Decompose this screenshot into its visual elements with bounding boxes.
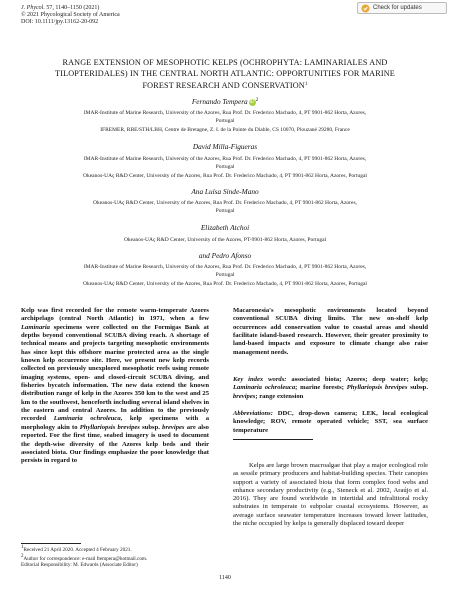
- orcid-icon[interactable]: iD: [249, 99, 255, 105]
- author-2-name: David Milla-Figueras: [192, 142, 258, 151]
- author-1-sup: 2: [255, 98, 259, 103]
- article-title: [18, 57, 432, 91]
- title-line-2: TILOPTERIDALES) IN THE CENTRAL NORTH ATLANTIC: OPPORTUNITIES FOR MARINE: [55, 69, 395, 78]
- check-updates-icon: [361, 4, 370, 13]
- check-for-updates-label: Check for updates: [373, 5, 422, 11]
- author-4-name: Elizabeth Atchoi: [200, 223, 250, 232]
- author-1-affiliation: [45, 110, 405, 135]
- affiliation-line: Portugal: [215, 271, 235, 278]
- footnotes: [21, 545, 241, 569]
- abstract-right-column: Macaronesia's mesophotic environments located beyond conventional SCUBA diving limits. The new on-shelf kelp occurrences add conservation value to coastal areas and should facilitate island-based research. However, their greater proximity to land-based impacts and exposure to climate change also raise management needs.: [233, 307, 428, 356]
- author-4-affiliation: [45, 237, 405, 245]
- abstract-text: Laminaria ochroleuca: [53, 415, 121, 423]
- abstract-left-column: [21, 307, 209, 466]
- affiliation-line: IFREMER, RBE/STH/LBH, Centre de Bretagne, Z. I. de la Pointe du Diable, CS 10070, Plouzané 29280, France: [100, 127, 350, 134]
- footnote-divider: [21, 543, 81, 544]
- received-note: Received 21 April 2020. Accepted 4 February 2021.: [23, 547, 132, 553]
- keyword-text: ; marine forests;: [295, 384, 347, 392]
- footnote-mark: 2: [21, 553, 24, 559]
- section-divider: [233, 439, 313, 440]
- abstract-text: Laminaria: [21, 323, 50, 331]
- abbreviations: [233, 410, 428, 435]
- keyword-text: brevipes: [233, 392, 256, 400]
- author-3-affiliation: [45, 200, 405, 215]
- abstract-text: specimens were collected on the Formigas Bank at depths beyond conventional SCUBA diving reach. A shortage of technical means and projects targeting mesophotic environments has since kept this offshore marine protected area as the single known kelp occurrence site. Here, we present new kelp records collected on previously unexplored mesophotic reefs using remote imaging systems, open- and closed-circuit SCUBA diving, and fisheries bycatch information. The new data extend the known distribution range of kelp in the Azores 350 km to the west and 25 km to the southwest, henceforth including several island shelves in the eastern and central Azores. In addition to the previously recorded: [21, 323, 209, 423]
- affiliation-line: IMAR-Institute of Marine Research, University of the Azores, Rua Prof. Dr. Frederico Machado, 4, PT 9901-862 Horta, Azores,: [83, 264, 367, 270]
- author-5-name: and Pedro Afonso: [198, 251, 252, 260]
- affiliation-line: Portugal: [215, 163, 235, 170]
- affiliation-line: Okeanos-UAç R&D Center, University of the Azores, Rua Prof. Dr. Frederico Machado, 4, PT 9901-862 Horta, Azores,: [93, 200, 357, 206]
- abbreviations-label: Abbreviations:: [233, 410, 273, 417]
- abstract-text: Phyllariopsis brevipes: [79, 423, 140, 431]
- abstract-text: are also reported. For the first time, seabed imagery is used to document the depth-wise diversity of the Azores kelp beds and their associated biota. Our findings emphasize the poor knowledge that persists in regard to: [21, 423, 209, 465]
- author-1-name: Fernando Tempera: [191, 97, 248, 106]
- author-3-name: Ana Luísa Sinde-Mano: [191, 187, 259, 196]
- keywords: [233, 376, 428, 401]
- keyword-text: Laminaria ochroleuca: [233, 384, 296, 392]
- keyword-text: subsp.: [407, 384, 429, 392]
- doi: DOI: 10.1111/jpy.13162-20-092: [21, 19, 99, 26]
- affiliation-line: Okeanos-UAç R&D Center, University of the Azores, PT-9901-862 Horta, Azores, Portugal: [123, 237, 327, 243]
- editorial-note: Editorial Responsibility: M. Edwards (Associate Editor): [21, 562, 138, 569]
- keyword-text: Phyllariopsis brevipes: [346, 384, 408, 392]
- author-name: [0, 97, 450, 106]
- journal-citation: 57, 1140–1150 (2021): [46, 5, 100, 11]
- footnote-mark: 1: [21, 545, 24, 550]
- affiliation-line: IMAR-Institute of Marine Research, University of the Azores, Rua Prof. Dr. Frederico Machado, 4, PT 9901-862 Horta, Azores,: [83, 156, 367, 162]
- journal-name: J. Phycol.: [21, 5, 45, 11]
- abstract-text: Kelp was first recorded for the remote warm-temperate Azores archipelago (central North Atlantic) in 1971, when a few: [21, 307, 209, 323]
- author-2-affiliation: [45, 156, 405, 181]
- affiliation-line: Portugal: [215, 117, 235, 124]
- abstract-text: subsp.: [139, 423, 163, 431]
- intro-paragraph: Kelps are large brown macroalgae that play a major ecological role as sessile primary producers and habitat-building species. Their canopies support a variety of associated biota that form complex food webs and enhance secondary productivity (e.g., Steneck et al. 2002, Araújo et al. 2016). They are found worldwide in intertidal and infralittoral rocky substrates in temperate to subpolar coastal ecosystems. However, as average surface seawater temperature increases toward lower latitudes, the niche occupied by kelps is generally displaced toward deeper: [233, 462, 428, 528]
- keyword-text: associated biota; Azores; deep water; kelp;: [286, 376, 429, 383]
- check-for-updates-button[interactable]: [357, 2, 447, 14]
- journal-header: [21, 5, 120, 27]
- affiliation-line: Okeanos-UAç R&D Center, University of the Azores, Rua Prof. Dr. Frederico Machado, 4, PT 9901-862 Horta, Azores, Portugal: [83, 281, 367, 288]
- page-number: 1140: [219, 575, 231, 581]
- affiliation-line: Portugal: [215, 207, 235, 214]
- title-line-3: FOREST RESEARCH AND CONSERVATION: [142, 81, 305, 90]
- keyword-text: ; range extension: [255, 392, 304, 400]
- title-footnote-mark: 1: [304, 82, 308, 87]
- abstract-text: , kelp specimens with a morphology akin to: [21, 415, 209, 431]
- abbreviations-text: DDC, drop-down camera; LEK, local ecological knowledge; ROV, remote operated vehicle; SST, sea surface temperature: [233, 410, 428, 434]
- author-5-affiliation: [45, 264, 405, 289]
- copyright: © 2021 Phycological Society of America: [21, 12, 120, 19]
- keywords-label: Key index words:: [233, 376, 287, 383]
- correspondence-note: Author for correspondence: e-mail ftempera@hotmail.com.: [23, 555, 148, 562]
- title-line-1: RANGE EXTENSION OF MESOPHOTIC KELPS (OCHROPHYTA: LAMINARIALES AND: [62, 58, 388, 67]
- affiliation-line: Okeanos-UAç R&D Center, University of the Azores, Rua Prof. Dr. Frederico Machado, 4, PT 9901-862 Horta, Azores, Portugal: [83, 173, 367, 180]
- affiliation-line: IMAR-Institute of Marine Research, University of the Azores, Rua Prof. Dr. Frederico Machado, 4, PT 9901-862 Horta, Azores,: [83, 110, 367, 116]
- abstract-text: brevipes: [162, 423, 185, 431]
